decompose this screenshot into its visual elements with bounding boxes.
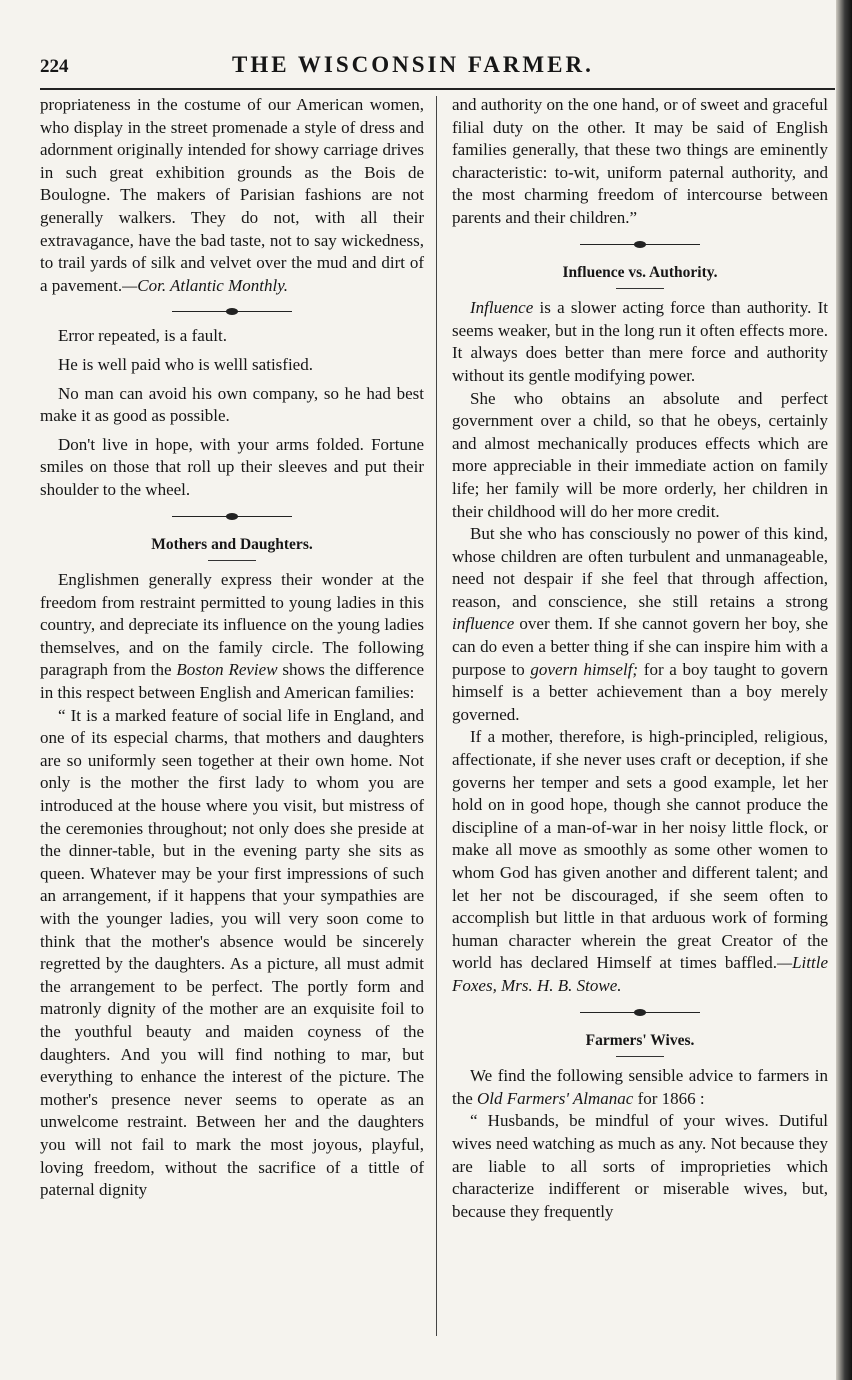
section-divider bbox=[172, 305, 292, 319]
intro-source: —Cor. Atlantic Monthly. bbox=[122, 275, 289, 295]
source-title: Old Farmers' Almanac bbox=[477, 1088, 634, 1108]
heading-rule bbox=[208, 560, 256, 561]
section-divider bbox=[172, 510, 292, 524]
column-rule bbox=[436, 96, 437, 1336]
article-paragraph: She who obtains an absolute and perfect government over a child, so that he obeys, certainly and almost mechanically produces effects which are more appreciable in their immediate action on family life; her family will be more orderly, her children in their childhood will do her more credit. bbox=[452, 388, 828, 521]
heading-rule bbox=[616, 1056, 664, 1057]
quoted-paragraph: “ It is a marked feature of social life in England, and one of its especial charms, that mothers and daughters are so uniformly seen together at their own home. Not only is the mother the first lady to whom you are introduced at the house where you visit, but mistress of the ceremonies throughout; not only does she preside at the dinner-table, but in the evening party she sits as queen. Whatever may be your first impressions of such an arrangement, if it happens that your sympathies are with the younger ladies, you will very soon come to think that the mother's absence would be sincerely regretted by the daughters. As a picture, all must admit the arrangement to be perfect. The portly form and matronly dignity of the mother are an exquisite foil to the youthful beauty and maiden coyness of the daughters. And you will find nothing to mar, but everything to enhance the interest of the picture. The mother's presence never seems to operate as an unwelcome restraint. Between her and the daughters you will not fail to mark the most joyous, playful, loving freedom, without the sacrifice of a tittle of paternal dignity bbox=[40, 705, 424, 1200]
quoted-paragraph: “ Husbands, be mindful of your wives. Dutiful wives need watching as much as any. Not because they are liable to all sorts of improprieties which characterize indifferent or miserable wives, but, because they frequently bbox=[452, 1111, 828, 1221]
page-header bbox=[40, 50, 835, 86]
proverb: Don't live in hope, with your arms folded. Fortune smiles on those that roll up their sleeves and put their shoulder to the wheel. bbox=[40, 434, 424, 499]
section-divider bbox=[580, 1006, 700, 1020]
page-edge-shadow bbox=[836, 0, 852, 1380]
page-number: 224 bbox=[40, 56, 69, 77]
article-heading-influence: Influence vs. Authority. bbox=[562, 263, 718, 281]
article-heading-farmers-wives: Farmers' Wives. bbox=[585, 1031, 695, 1049]
source-title: Boston Review bbox=[176, 660, 278, 680]
left-column bbox=[40, 94, 424, 1202]
article-heading-mothers: Mothers and Daughters. bbox=[151, 535, 313, 553]
intro-paragraph: propriateness in the costume of our American women, who display in the street promenade a style of dress and adornment originally intended for showy carriage drives in such great exhibition grounds as the Bois de Boulogne. The makers of Parisian fashions are not generally walkers. They do not, with all their extravagance, have the bad taste, not to say wickedness, to trail yards of silk and velvet over the mud and dirt of a pavement.—Cor. Atlantic Monthly. bbox=[40, 95, 424, 295]
article-attribution: —Little Foxes, Mrs. H. B. Stowe. bbox=[452, 953, 828, 995]
continued-paragraph: and authority on the one hand, or of sweet and graceful filial duty on the other. It may be said of English families generally, that these two things are eminently characteristic: to-wit, uniform paternal authority, and the most charming freedom of intercourse between parents and their children.” bbox=[452, 95, 828, 227]
proverb: Error repeated, is a fault. bbox=[58, 326, 227, 346]
article-paragraph: Influence is a slower acting force than authority. It seems weaker, but in the long run it often effects more. It always does better than mere force and authority without its gentle modifying power. bbox=[452, 298, 828, 385]
header-rule bbox=[40, 88, 835, 90]
section-divider bbox=[580, 238, 700, 252]
proverb: No man can avoid his own company, so he had best make it as good as possible. bbox=[40, 383, 424, 426]
heading-rule bbox=[616, 288, 664, 289]
article-paragraph: But she who has consciously no power of this kind, whose children are often turbulent and unmanageable, need not despair if she feel that through affection, reason, and conscience, she still retains a strong influence over them. If she cannot govern her boy, she can do even a better thing if she can inspire him with a purpose to govern himself; for a boy taught to govern himself is a better achievement than a boy merely governed. bbox=[452, 524, 828, 724]
article-paragraph: If a mother, therefore, is high-principled, religious, affectionate, if she never uses craft or deception, if she governs her temper and sets a good example, let her hold on in good hope, though she cannot produce the discipline of a man-of-war in her noisy little flock, or make all move as smoothly as some other women to whom God has given another and different talent; and let her not be discouraged, if she seem often to accomplish but little in that arduous work of forming human character wherein the great Creator of the world has declared Himself at times baffled.—Little Foxes, Mrs. H. B. Stowe. bbox=[452, 727, 828, 995]
right-column bbox=[452, 94, 828, 1223]
article-paragraph: We find the following sensible advice to farmers in the Old Farmers' Almanac for 1866 : bbox=[452, 1066, 828, 1108]
proverb: He is well paid who is welll satisfied. bbox=[58, 354, 313, 374]
masthead-title: THE WISCONSIN FARMER. bbox=[232, 52, 594, 77]
article-paragraph: Englishmen generally express their wonder at the freedom from restraint permitted to young ladies in this country, and depreciate its influence on the young ladies themselves, and on the family circle. The following paragraph from the Boston Review shows the difference in this respect between English and American families: bbox=[40, 570, 424, 703]
